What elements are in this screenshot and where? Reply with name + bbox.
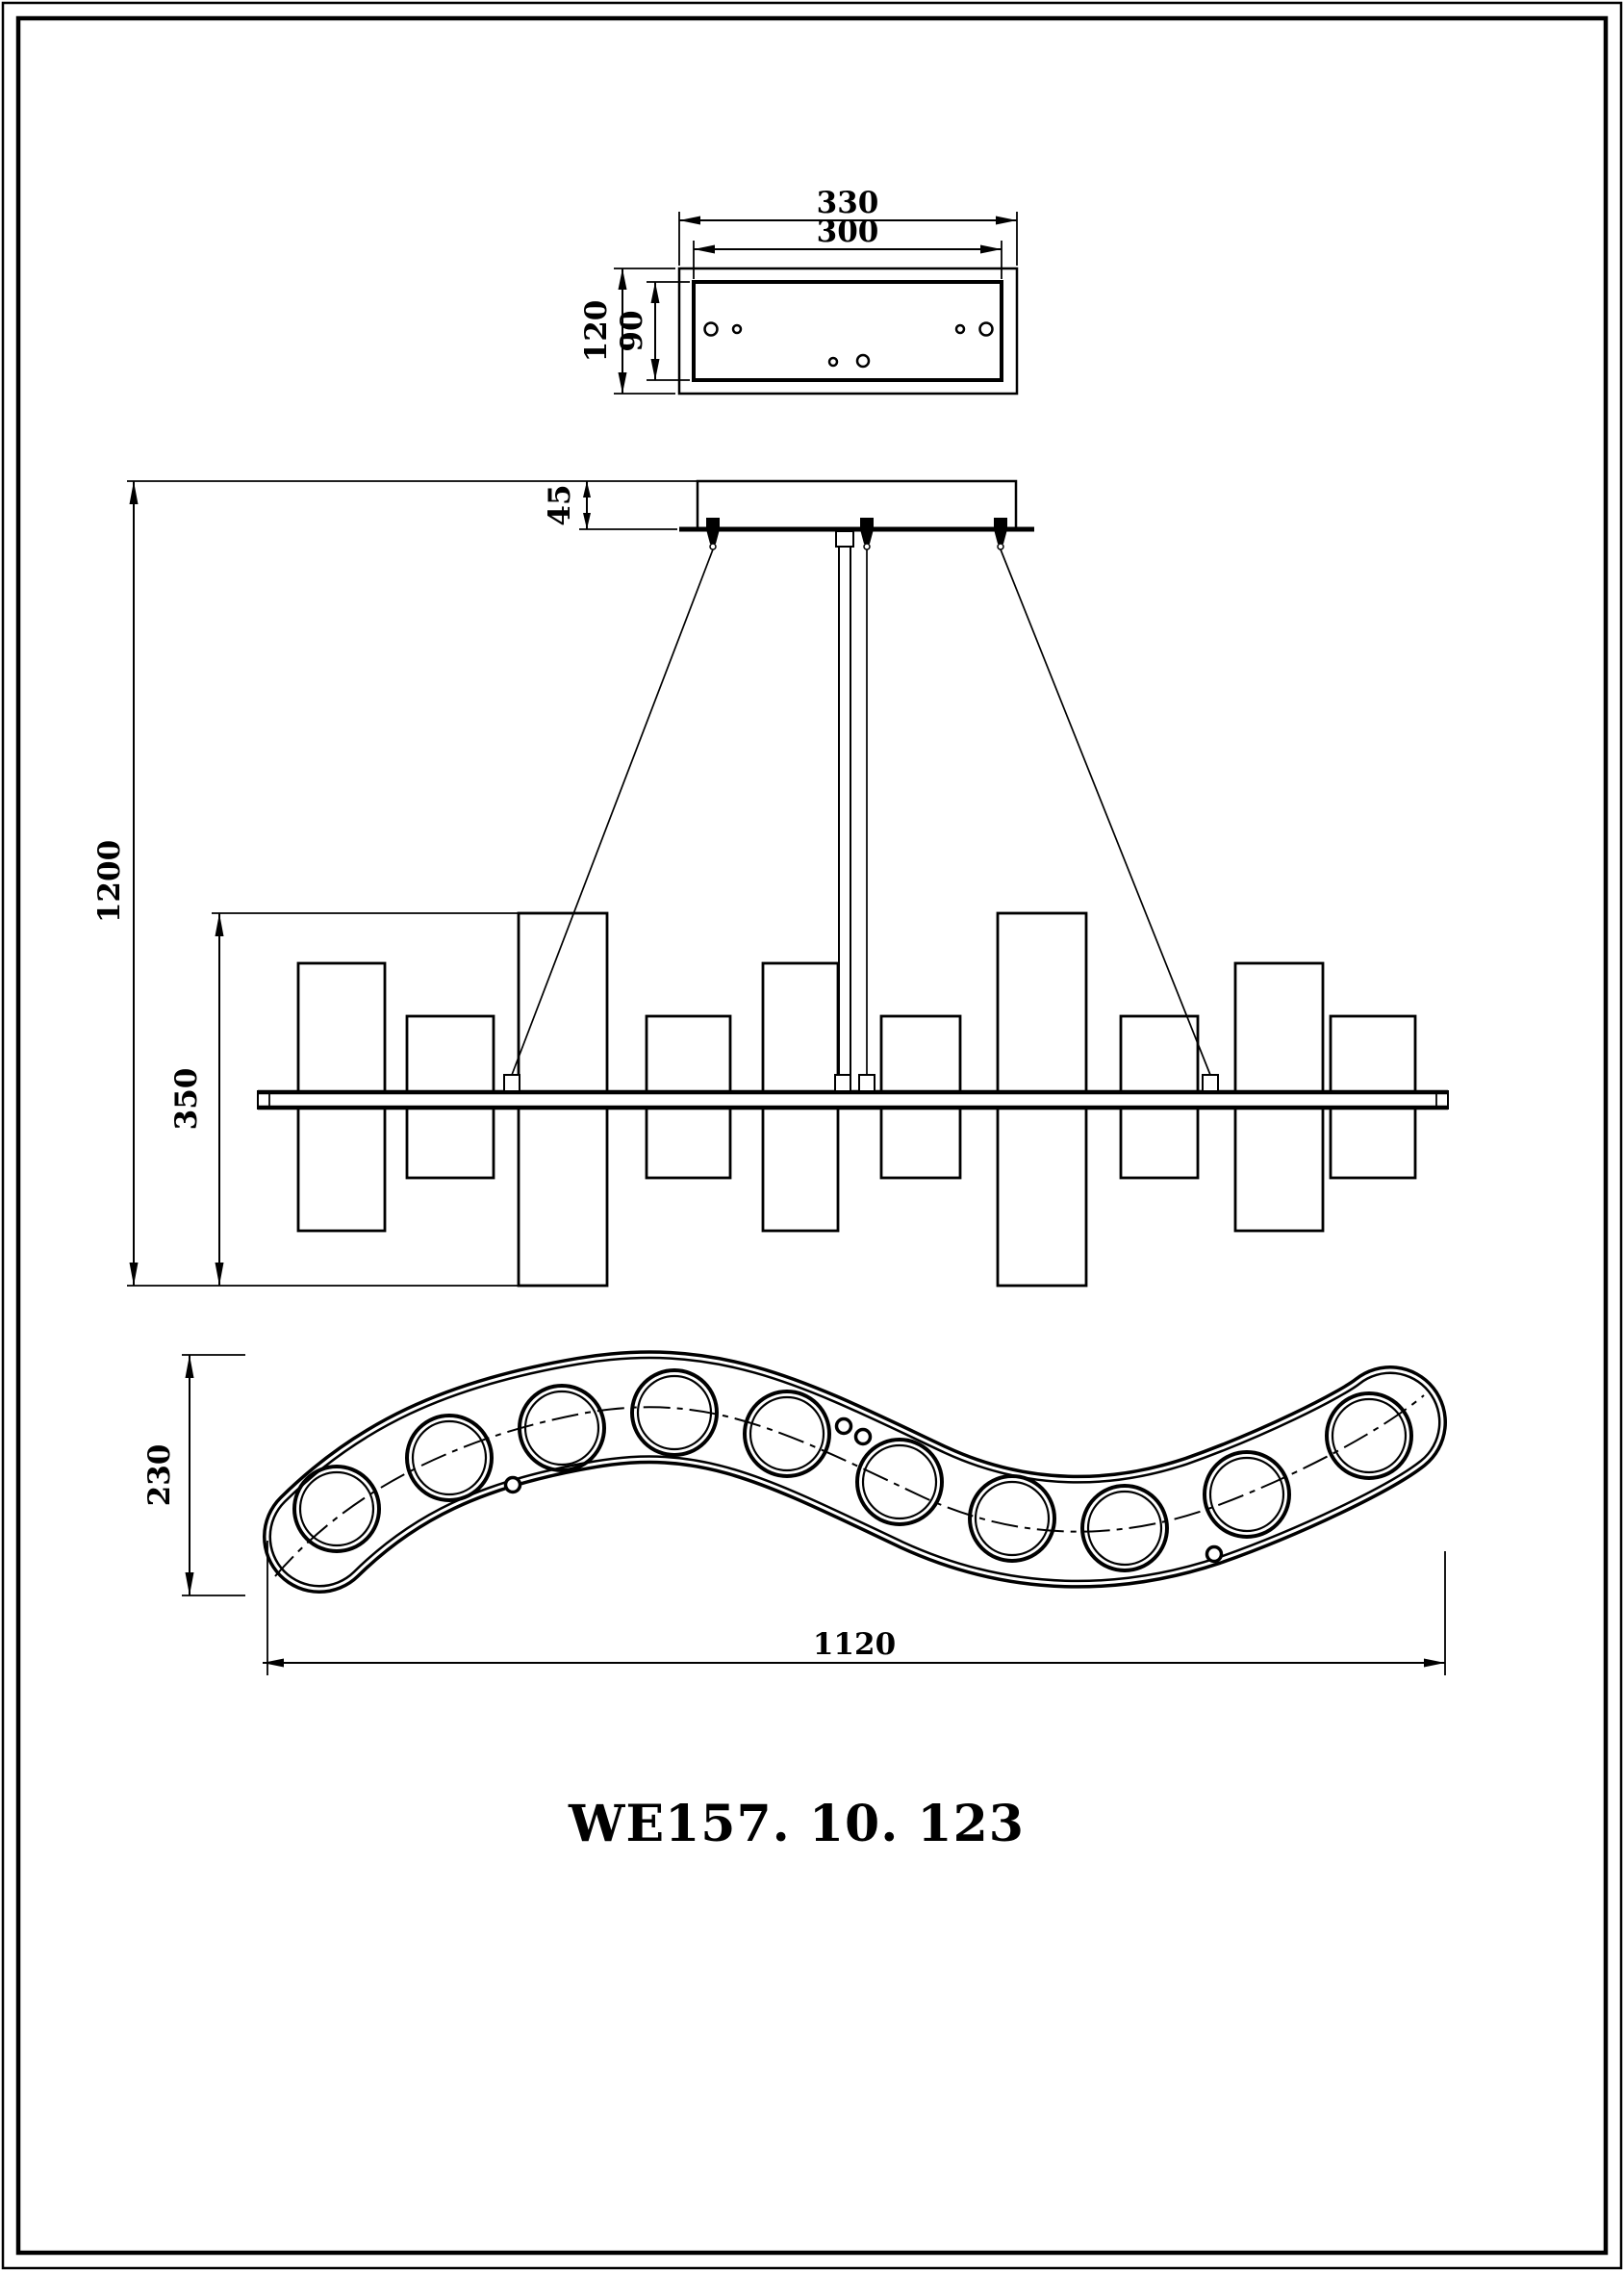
dim-90-label: 90 xyxy=(615,310,649,352)
mount-hole xyxy=(733,325,741,333)
bar-fitting xyxy=(835,1075,850,1091)
bar-fitting xyxy=(504,1075,520,1091)
top-view xyxy=(579,186,1017,394)
central-rod xyxy=(839,547,850,1075)
attachment-dot xyxy=(856,1430,871,1444)
dim-45-label: 45 xyxy=(543,484,577,526)
dim-1200-label: 1200 xyxy=(92,839,127,924)
suspension-wire-left xyxy=(512,549,713,1075)
dim-230-label: 230 xyxy=(142,1443,177,1507)
model-number: WE157. 10. 123 xyxy=(569,1795,1025,1853)
bar-fitting xyxy=(859,1075,875,1091)
dim-45 xyxy=(543,481,677,529)
dim-1120-label: 1120 xyxy=(812,1627,897,1662)
bar-fitting xyxy=(1203,1075,1218,1091)
mount-hole xyxy=(829,358,837,366)
mount-hole xyxy=(980,323,993,336)
attachment-dot xyxy=(506,1478,520,1493)
canopy xyxy=(679,481,1034,549)
plan-view xyxy=(142,1355,1445,1675)
attachment-dot xyxy=(1207,1547,1222,1562)
suspension xyxy=(504,547,1218,1091)
dim-1120 xyxy=(263,1541,1445,1675)
mount-plate-outer xyxy=(679,268,1017,394)
front-view xyxy=(92,481,1448,1286)
mount-hole xyxy=(956,325,964,333)
dim-300-label: 300 xyxy=(816,215,879,249)
dim-230 xyxy=(142,1355,245,1595)
mount-hole xyxy=(705,323,718,336)
mount-hole xyxy=(857,355,869,367)
support-bar xyxy=(258,1090,1448,1110)
dim-120-label: 120 xyxy=(579,299,614,363)
dim-350-label: 350 xyxy=(169,1067,204,1131)
stem-holder xyxy=(836,531,853,547)
attachment-dot xyxy=(837,1419,851,1434)
dim-330-label: 330 xyxy=(816,186,879,220)
